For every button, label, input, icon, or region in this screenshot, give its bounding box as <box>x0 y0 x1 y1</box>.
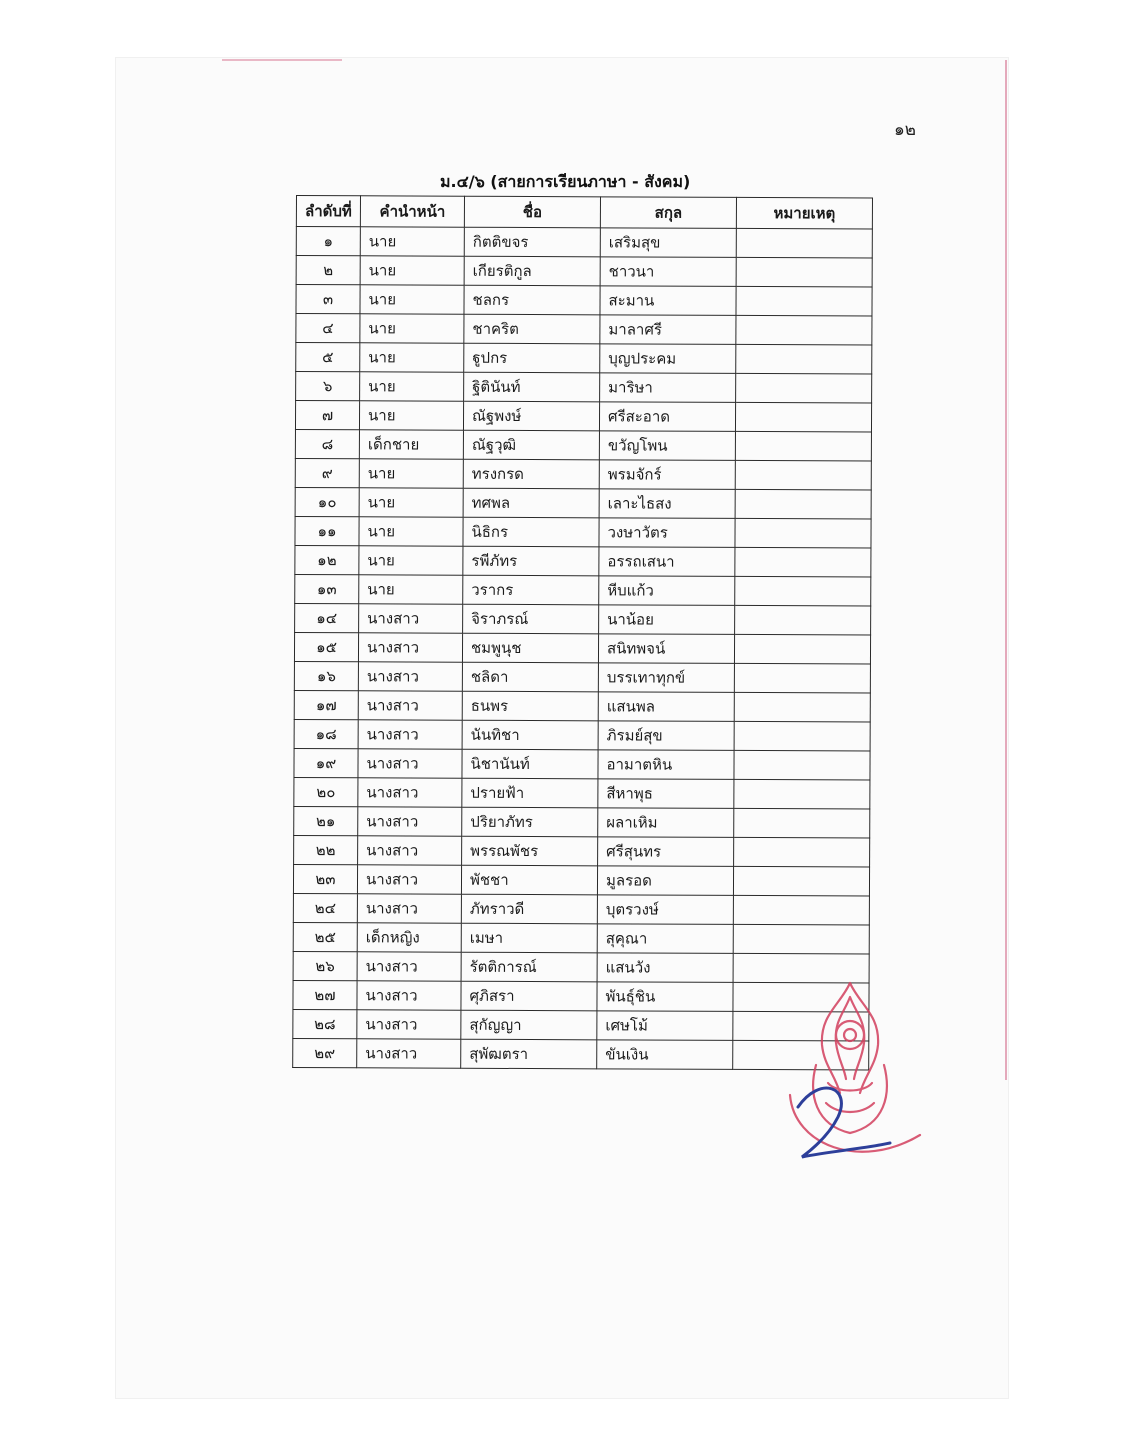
paper-edge-top <box>222 59 342 61</box>
table-row <box>295 574 871 606</box>
cell-number: ๑๔ <box>295 603 359 632</box>
cell-prefix: นางสาว <box>358 633 462 662</box>
cell-first-name: ฐิตินันท์ <box>464 372 600 402</box>
cell-number: ๑๓ <box>295 574 359 603</box>
cell-last-name: ภิรมย์สุข <box>598 721 734 751</box>
cell-number: ๑๖ <box>294 661 358 690</box>
table-row <box>296 285 872 317</box>
table-row <box>294 835 870 867</box>
cell-first-name: รพีภัทร <box>463 546 599 576</box>
cell-first-name: ภัทราวดี <box>461 894 597 924</box>
table-row <box>295 516 871 548</box>
cell-note <box>733 895 869 925</box>
cell-note <box>735 547 871 577</box>
cell-number: ๘ <box>295 429 359 458</box>
cell-first-name: เมษา <box>461 923 597 953</box>
cell-prefix: นาย <box>360 372 464 401</box>
seal-outer-arc <box>790 1095 920 1152</box>
cell-note <box>733 866 869 896</box>
cell-prefix: นาย <box>360 256 464 285</box>
cell-number: ๓ <box>296 285 360 314</box>
table-body <box>293 227 873 1071</box>
cell-prefix: เด็กชาย <box>359 430 463 459</box>
cell-prefix: นางสาว <box>357 894 461 923</box>
cell-prefix: นางสาว <box>357 865 461 894</box>
cell-last-name: หีบแก้ว <box>599 576 735 606</box>
table-row <box>295 487 871 519</box>
cell-note <box>734 634 870 664</box>
cell-number: ๔ <box>296 314 360 343</box>
table-row <box>296 227 872 259</box>
cell-prefix: นางสาว <box>358 691 462 720</box>
cell-number: ๙ <box>295 458 359 487</box>
cell-first-name: ทรงกรด <box>463 459 599 489</box>
cell-last-name: มูลรอด <box>597 866 733 896</box>
cell-note <box>733 924 869 954</box>
cell-last-name: ขันเงิน <box>597 1040 733 1070</box>
cell-prefix: นาย <box>359 517 463 546</box>
paper-edge-right <box>1005 60 1007 1080</box>
cell-first-name: ชาคริต <box>464 314 600 344</box>
cell-note <box>734 721 870 751</box>
cell-note <box>735 489 871 519</box>
cell-last-name: ศรีสะอาด <box>599 402 735 432</box>
cell-last-name: เลาะไธสง <box>599 489 735 519</box>
cell-prefix: นาย <box>360 314 464 343</box>
header-first-name: ชื่อ <box>464 196 600 228</box>
cell-prefix: นาย <box>359 459 463 488</box>
cell-first-name: ทศพล <box>463 488 599 518</box>
cell-number: ๒๐ <box>294 777 358 806</box>
header-prefix: คำนำหน้า <box>360 196 464 227</box>
cell-last-name: แสนวัง <box>597 953 733 983</box>
cell-first-name: นิชานันท์ <box>462 749 598 779</box>
cell-first-name: เกียรติกูล <box>464 256 600 286</box>
cell-first-name: ปรายฟ้า <box>462 778 598 808</box>
cell-last-name: สะมาน <box>600 286 736 316</box>
cell-last-name: บุตรวงษ์ <box>597 895 733 925</box>
cell-first-name: ชมพูนุช <box>462 633 598 663</box>
cell-note <box>736 286 872 316</box>
seal-base-ornament <box>826 1083 874 1112</box>
cell-number: ๑๕ <box>294 632 358 661</box>
cell-number: ๑๗ <box>294 690 358 719</box>
cell-number: ๑๘ <box>294 719 358 748</box>
cell-last-name: สนิทพจน์ <box>598 634 734 664</box>
cell-number: ๒๒ <box>294 835 358 864</box>
seal-emblem-core <box>844 1029 856 1041</box>
table-row <box>295 429 871 461</box>
cell-number: ๑๒ <box>295 545 359 574</box>
cell-last-name: อามาตหิน <box>598 750 734 780</box>
cell-prefix: นางสาว <box>357 1039 461 1068</box>
table-row <box>295 401 871 433</box>
cell-first-name: พรรณพัชร <box>462 836 598 866</box>
table-row <box>295 603 871 635</box>
cell-first-name: นิธิกร <box>463 517 599 547</box>
table-row <box>294 661 870 693</box>
cell-note <box>734 663 870 693</box>
cell-first-name: นันทิชา <box>462 720 598 750</box>
cell-number: ๖ <box>296 372 360 401</box>
cell-last-name: อรรถเสนา <box>599 547 735 577</box>
document-title: ม.๔/๖ (สายการเรียนภาษา - สังคม) <box>440 172 691 191</box>
cell-number: ๒๖ <box>293 951 357 980</box>
cell-prefix: นางสาว <box>358 749 462 778</box>
table-row <box>293 864 869 896</box>
table-header-row <box>296 196 872 230</box>
cell-note <box>734 808 870 838</box>
cell-number: ๒๕ <box>293 922 357 951</box>
cell-last-name: ศรีสุนทร <box>598 837 734 867</box>
cell-note <box>736 373 872 403</box>
cell-first-name: จิราภรณ์ <box>463 604 599 634</box>
table-row <box>294 777 870 809</box>
cell-note <box>734 779 870 809</box>
table-row <box>294 748 870 780</box>
cell-last-name: ชาวนา <box>600 257 736 287</box>
cell-prefix: นาย <box>359 488 463 517</box>
cell-note <box>735 402 871 432</box>
cell-first-name: ณัฐวุฒิ <box>463 430 599 460</box>
cell-note <box>734 692 870 722</box>
table-row <box>294 690 870 722</box>
page-number: ๑๒ <box>894 120 916 140</box>
table-row <box>296 372 872 404</box>
cell-last-name: มาริษา <box>600 373 736 403</box>
table-row <box>294 632 870 664</box>
cell-prefix: เด็กหญิง <box>357 923 461 952</box>
cell-note <box>736 228 872 258</box>
cell-prefix: นางสาว <box>358 720 462 749</box>
cell-first-name: พัชชา <box>461 865 597 895</box>
cell-note <box>736 344 872 374</box>
cell-first-name: ปริยาภัทร <box>462 807 598 837</box>
cell-note <box>735 605 871 635</box>
cell-prefix: นางสาว <box>358 807 462 836</box>
school-seal-stamp <box>780 975 940 1175</box>
cell-prefix: นาย <box>359 401 463 430</box>
cell-last-name: เศษโม้ <box>597 1011 733 1041</box>
cell-prefix: นาย <box>359 575 463 604</box>
cell-first-name: ชลกร <box>464 285 600 315</box>
cell-prefix: นางสาว <box>359 604 463 633</box>
cell-note <box>735 460 871 490</box>
cell-number: ๑๐ <box>295 487 359 516</box>
cell-number: ๒๘ <box>293 1009 357 1038</box>
cell-number: ๒ <box>296 256 360 285</box>
cell-prefix: นาย <box>360 285 464 314</box>
seal-base-body <box>813 1065 887 1133</box>
cell-first-name: สุกัญญา <box>461 1010 597 1040</box>
cell-last-name: พันธุ์ชิน <box>597 982 733 1012</box>
cell-prefix: นาย <box>360 227 464 256</box>
header-number: ลำดับที่ <box>296 196 360 227</box>
cell-last-name: ผลาเหิม <box>598 808 734 838</box>
cell-last-name: สีหาพุธ <box>598 779 734 809</box>
cell-number: ๒๙ <box>293 1038 357 1067</box>
table-row <box>296 343 872 375</box>
table-row <box>294 806 870 838</box>
cell-number: ๑๑ <box>295 516 359 545</box>
cell-note <box>735 518 871 548</box>
table-row <box>296 256 872 288</box>
cell-last-name: พรมจักร์ <box>599 460 735 490</box>
cell-number: ๗ <box>295 401 359 430</box>
cell-note <box>734 750 870 780</box>
cell-prefix: นางสาว <box>357 952 461 981</box>
cell-number: ๒๓ <box>293 864 357 893</box>
cell-first-name: ธนพร <box>462 691 598 721</box>
cell-first-name: ศุภิสรา <box>461 981 597 1011</box>
signature-mark <box>798 1088 890 1157</box>
cell-number: ๒๔ <box>293 893 357 922</box>
cell-last-name: นาน้อย <box>599 605 735 635</box>
cell-number: ๑๙ <box>294 748 358 777</box>
table-row <box>295 458 871 490</box>
cell-first-name: ชลิดา <box>462 662 598 692</box>
cell-first-name: กิตติขจร <box>464 227 600 257</box>
cell-prefix: นางสาว <box>358 836 462 865</box>
table-row <box>293 922 869 954</box>
cell-prefix: นาย <box>360 343 464 372</box>
cell-last-name: สุคุณา <box>597 924 733 954</box>
cell-last-name: มาลาศรี <box>600 315 736 345</box>
cell-first-name: รัตติการณ์ <box>461 952 597 982</box>
header-note: หมายเหตุ <box>736 197 872 229</box>
cell-number: ๒๑ <box>294 806 358 835</box>
cell-prefix: นางสาว <box>358 662 462 691</box>
cell-note <box>735 431 871 461</box>
table-row <box>293 893 869 925</box>
cell-note <box>735 576 871 606</box>
cell-last-name: บรรเทาทุกข์ <box>598 663 734 693</box>
seal-inner-flame <box>836 997 865 1079</box>
cell-note <box>734 837 870 867</box>
cell-last-name: วงษาวัตร <box>599 518 735 548</box>
cell-prefix: นางสาว <box>358 778 462 807</box>
table-row <box>296 314 872 346</box>
cell-note <box>736 315 872 345</box>
header-last-name: สกุล <box>600 197 736 229</box>
cell-last-name: แสนพล <box>598 692 734 722</box>
cell-number: ๕ <box>296 343 360 372</box>
cell-last-name: เสริมสุข <box>600 228 736 258</box>
cell-first-name: สุพัฒตรา <box>461 1039 597 1069</box>
cell-prefix: นาย <box>359 546 463 575</box>
cell-first-name: วรากร <box>463 575 599 605</box>
cell-number: ๑ <box>296 227 360 256</box>
table-row <box>294 719 870 751</box>
cell-first-name: ณัฐพงษ์ <box>463 401 599 431</box>
cell-last-name: บุญประคม <box>600 344 736 374</box>
seal-emblem-circle <box>836 1021 864 1049</box>
cell-first-name: ฐูปกร <box>464 343 600 373</box>
cell-number: ๒๗ <box>293 980 357 1009</box>
table-row <box>295 545 871 577</box>
student-roster-table <box>292 195 873 1071</box>
cell-prefix: นางสาว <box>357 981 461 1010</box>
cell-prefix: นางสาว <box>357 1010 461 1039</box>
cell-last-name: ขวัญโพน <box>599 431 735 461</box>
cell-note <box>736 257 872 287</box>
